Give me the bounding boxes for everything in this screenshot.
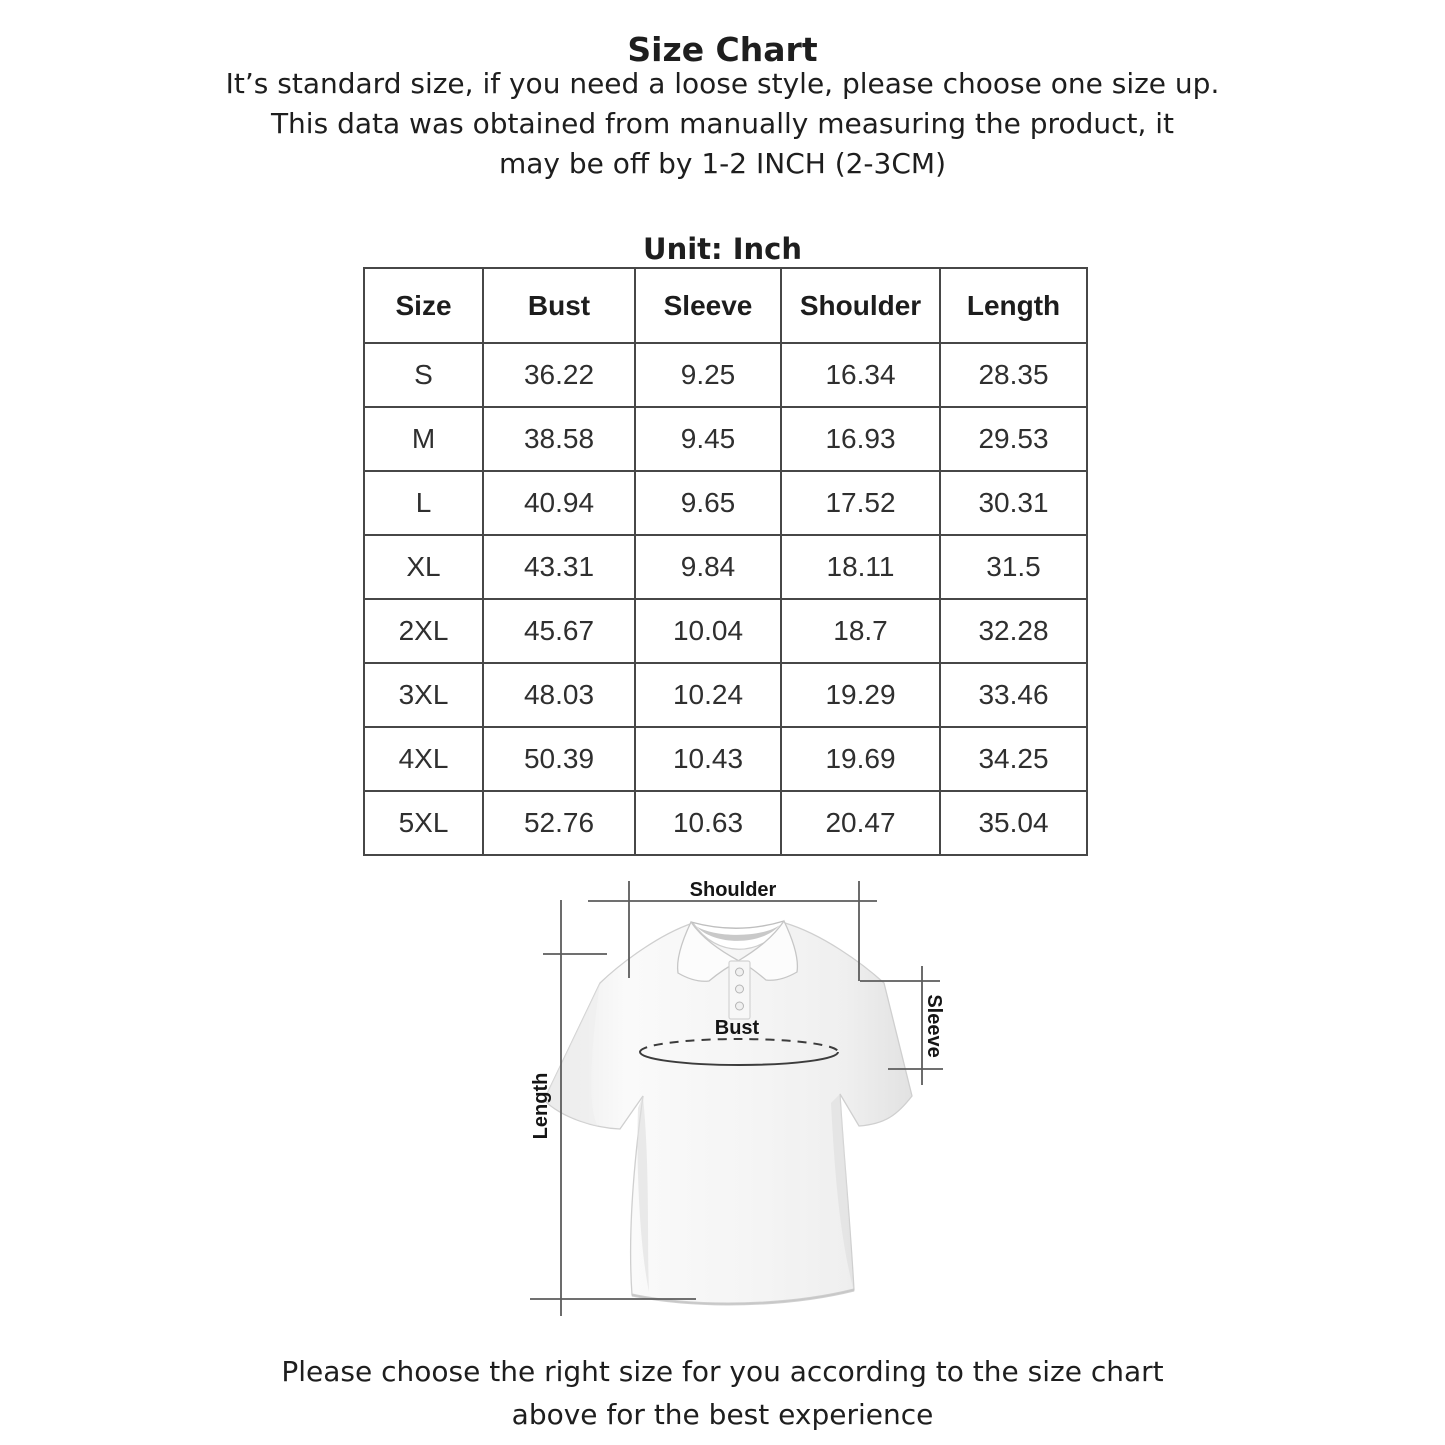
unit-label: Unit: Inch xyxy=(643,232,802,267)
measurement-cell: 16.93 xyxy=(781,407,940,471)
measurement-cell: 18.7 xyxy=(781,599,940,663)
measurement-cell: 18.11 xyxy=(781,535,940,599)
measurement-cell: 33.46 xyxy=(940,663,1087,727)
measurement-cell: 30.31 xyxy=(940,471,1087,535)
measurement-cell: 28.35 xyxy=(940,343,1087,407)
measurement-cell: 32.28 xyxy=(940,599,1087,663)
measurement-cell: 34.25 xyxy=(940,727,1087,791)
size-table-body xyxy=(364,343,1087,855)
measurement-cell: 10.43 xyxy=(635,727,781,791)
measurement-cell: 35.04 xyxy=(940,791,1087,855)
measurement-cell: 36.22 xyxy=(483,343,635,407)
button-icon xyxy=(736,1002,744,1010)
measurement-cell: 19.29 xyxy=(781,663,940,727)
footer-text xyxy=(0,1350,1445,1436)
measurement-cell: 52.76 xyxy=(483,791,635,855)
column-header-shoulder: Shoulder xyxy=(781,268,940,343)
table-row-4xl xyxy=(364,727,1087,791)
diagram-label-sleeve: Sleeve xyxy=(923,994,945,1058)
table-row-s xyxy=(364,343,1087,407)
button-icon xyxy=(736,985,744,993)
table-row-xl xyxy=(364,535,1087,599)
intro-line-1: It’s standard size, if you need a loose style, please choose one size up. xyxy=(225,67,1220,100)
page-title: Size Chart xyxy=(627,30,818,70)
measurement-cell: 9.25 xyxy=(635,343,781,407)
footer-line-2: above for the best experience xyxy=(511,1398,934,1431)
size-cell: 3XL xyxy=(364,663,483,727)
measurement-cell: 50.39 xyxy=(483,727,635,791)
size-cell: 5XL xyxy=(364,791,483,855)
column-header-size: Size xyxy=(364,268,483,343)
size-cell: 2XL xyxy=(364,599,483,663)
table-row-l xyxy=(364,471,1087,535)
shirt-measurement-diagram xyxy=(500,868,980,1330)
table-row-m xyxy=(364,407,1087,471)
neck-shadow xyxy=(696,925,780,941)
measurement-cell: 19.69 xyxy=(781,727,940,791)
size-cell: XL xyxy=(364,535,483,599)
measurement-cell: 20.47 xyxy=(781,791,940,855)
measurement-cell: 48.03 xyxy=(483,663,635,727)
measurement-cell: 9.65 xyxy=(635,471,781,535)
measurement-cell: 38.58 xyxy=(483,407,635,471)
shirt-shading-underarm-left xyxy=(544,983,600,1126)
table-row-5xl xyxy=(364,791,1087,855)
intro-line-3: may be off by 1-2 INCH (2-3CM) xyxy=(498,147,946,180)
measurement-cell: 31.5 xyxy=(940,535,1087,599)
table-row-2xl xyxy=(364,599,1087,663)
measurement-cell: 9.45 xyxy=(635,407,781,471)
diagram-label-shoulder: Shoulder xyxy=(689,879,777,901)
size-cell: 4XL xyxy=(364,727,483,791)
button-icon xyxy=(736,968,744,976)
diagram-label-length: Length xyxy=(530,1072,552,1140)
measurement-cell: 10.04 xyxy=(635,599,781,663)
intro-line-2: This data was obtained from manually measuring the product, it xyxy=(270,107,1175,140)
diagram-label-bust: Bust xyxy=(714,1017,760,1039)
footer-line-1: Please choose the right size for you according to the size chart xyxy=(281,1355,1164,1388)
column-header-sleeve: Sleeve xyxy=(635,268,781,343)
measurement-cell: 40.94 xyxy=(483,471,635,535)
size-cell: S xyxy=(364,343,483,407)
table-row-3xl xyxy=(364,663,1087,727)
column-header-length: Length xyxy=(940,268,1087,343)
measurement-cell: 16.34 xyxy=(781,343,940,407)
measurement-cell: 10.63 xyxy=(635,791,781,855)
size-table xyxy=(363,267,1088,856)
intro-text xyxy=(0,64,1445,184)
measurement-cell: 17.52 xyxy=(781,471,940,535)
size-table-header-row xyxy=(364,268,1087,343)
shirt-body xyxy=(544,923,912,1304)
column-header-bust: Bust xyxy=(483,268,635,343)
size-cell: M xyxy=(364,407,483,471)
measurement-cell: 9.84 xyxy=(635,535,781,599)
polo-shirt-illustration xyxy=(544,921,912,1304)
measurement-cell: 29.53 xyxy=(940,407,1087,471)
measurement-cell: 45.67 xyxy=(483,599,635,663)
measurement-cell: 43.31 xyxy=(483,535,635,599)
measurement-cell: 10.24 xyxy=(635,663,781,727)
size-cell: L xyxy=(364,471,483,535)
collar-top-edge xyxy=(691,921,784,928)
